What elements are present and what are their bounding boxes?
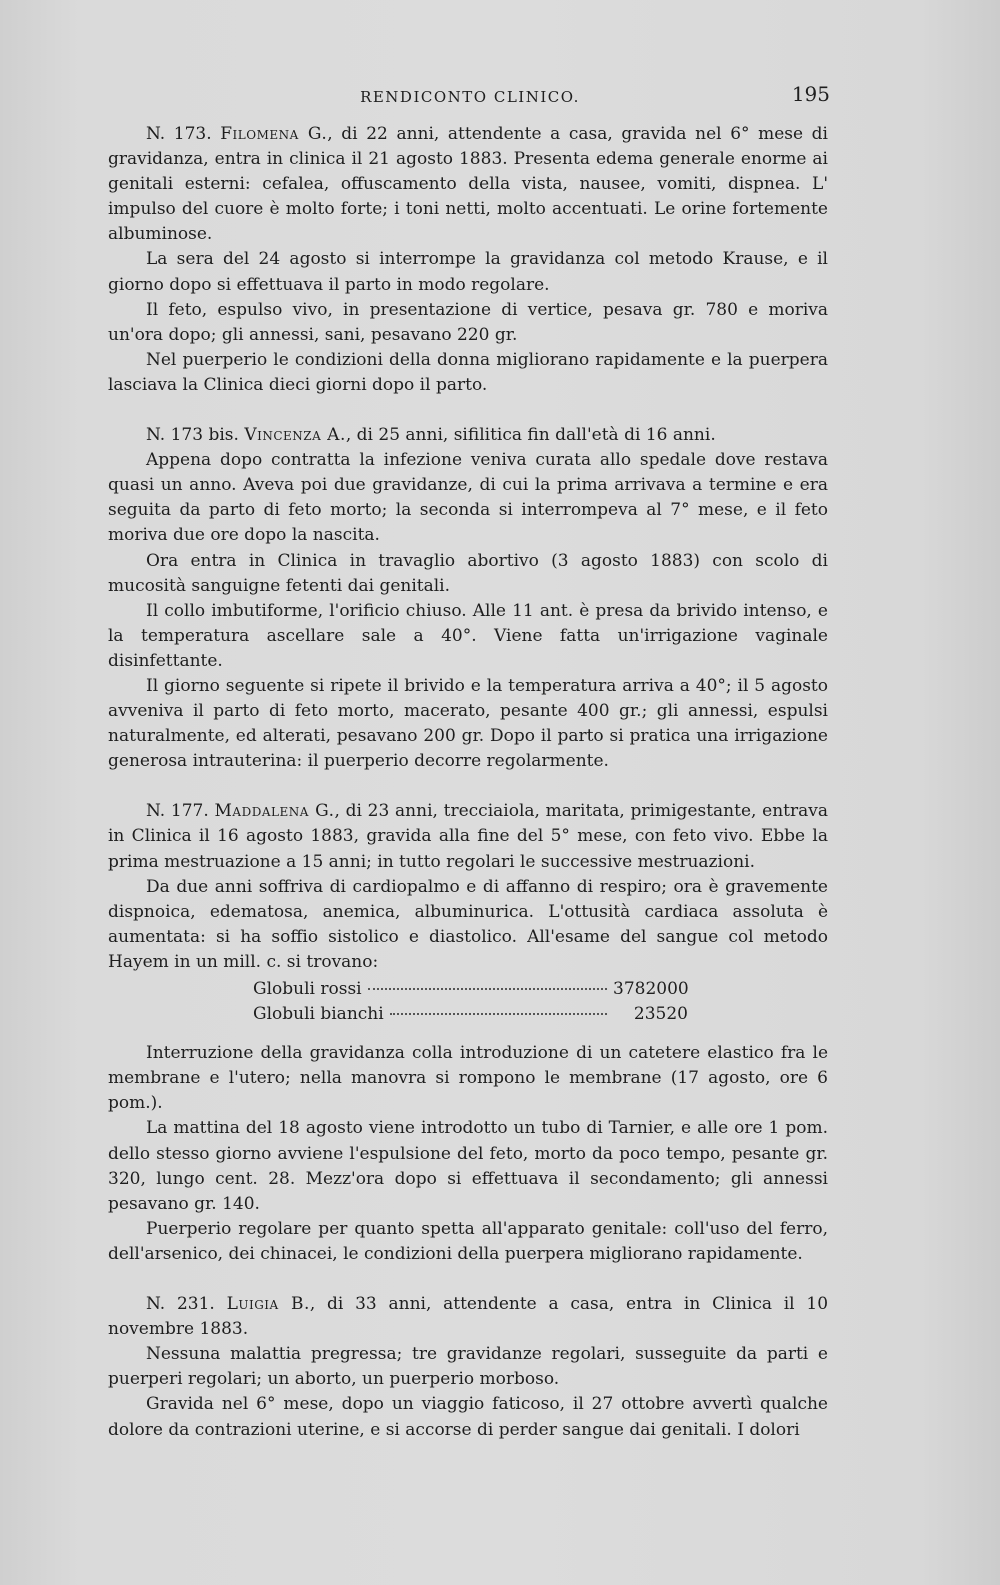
running-head: RENDICONTO CLINICO. — [360, 88, 580, 106]
paragraph-text: , di 23 anni, trecciaiola, maritata, primigestante, entrava in Clinica il 16 agosto 1883, gravida alla fine del 5° mese, con feto vivo. Ebbe la prima mestruazione a 15 anni; in tutto regolari le successive mestruazioni. — [108, 801, 828, 872]
patient-name: Maddalena G. — [214, 801, 335, 822]
blood-label: Globuli bianchi — [253, 1004, 384, 1025]
paragraph: Nessuna malattia pregressa; tre gravidanze regolari, susseguite da parti e puerperi regolari; un aborto, un puerperio morboso. — [108, 1344, 828, 1390]
paragraph: Puerperio regolare per quanto spetta all'apparato genitale: coll'uso del ferro, dell'arsenico, dei chinacei, le condizioni della puerpera migliorano rapidamente. — [108, 1218, 828, 1264]
paragraph: La mattina del 18 agosto viene introdotto un tubo di Tarnier, e alle ore 1 pom. dello stesso giorno avviene l'espulsione del feto, morto da poco tempo, pesante gr. 320, lungo cent. 28. Mezz'ora dopo si effettuava il secondamento; gli annessi pesavano gr. 140. — [108, 1118, 828, 1214]
case-177-intro — [108, 799, 828, 874]
case-number: N. 231. — [146, 1294, 215, 1315]
case-number: N. 177. — [146, 801, 209, 822]
patient-name: Luigia B. — [226, 1294, 310, 1315]
body-text — [108, 122, 828, 1443]
paragraph: Ora entra in Clinica in travaglio abortivo (3 agosto 1883) con scolo di mucosità sanguigne fetenti dai genitali. — [108, 550, 828, 596]
patient-name: Filomena G. — [220, 124, 328, 144]
case-173-bis-intro — [108, 423, 828, 448]
paragraph-text: , di 22 anni, attendente a casa, gravida nel 6° mese di gravidanza, entra in clinica il 21 agosto 1883. Presenta edema generale enorme ai genitali esterni: cefalea, offuscamento della vista, nausee, vomiti, dispnea. L' impulso del cuore è molto forte; i toni netti, molto accentuati. Le orine fortemente albuminose. — [108, 124, 828, 245]
case-number: N. 173. — [146, 124, 212, 144]
paragraph: Nel puerperio le condizioni della donna migliorano rapidamente e la puerpera lasciava la Clinica dieci giorni dopo il parto. — [108, 349, 828, 395]
blood-label: Globuli rossi — [253, 979, 362, 999]
paragraph: Il giorno seguente si ripete il brivido e la temperatura arriva a 40°; il 5 agosto avveniva il parto di feto morto, macerato, pesante 400 gr.; gli annessi, espulsi naturalmente, ed alterati, pesavano 200 gr. Dopo il parto si pratica una irrigazione generosa intrauterina: il puerperio decorre regolarmente. — [108, 675, 828, 772]
blood-count-table — [253, 977, 688, 1027]
page-header — [110, 82, 830, 118]
paragraph: Interruzione della gravidanza colla introduzione di un catetere elastico fra le membrane e l'utero; nella manovra si rompono le membrane (17 agosto, ore 6 pom.). — [108, 1043, 828, 1114]
case-173-intro — [108, 122, 828, 247]
blood-value: 3782000 — [613, 979, 689, 999]
paragraph: La sera del 24 agosto si interrompe la gravidanza col metodo Krause, e il giorno dopo si effettuava il parto in modo regolare. — [108, 249, 828, 295]
blood-row-red — [253, 977, 688, 1002]
paragraph: Gravida nel 6° mese, dopo un viaggio faticoso, il 27 ottobre avvertì qualche dolore da contrazioni uterine, e si accorse di perder sangue dai genitali. I dolori — [108, 1394, 828, 1440]
paragraph: Appena dopo contratta la infezione veniva curata allo spedale dove restava quasi un anno. Aveva poi due gravidanze, di cui la prima arrivava a termine e era seguita da parto di feto morto; la seconda si interrompeva al 7° mese, e il feto moriva due ore dopo la nascita. — [108, 450, 828, 546]
leader-dots — [390, 1013, 607, 1015]
paragraph-text: , di 33 anni, attendente a casa, entra in Clinica il 10 novembre 1883. — [108, 1294, 829, 1340]
case-number: N. 173 bis. — [146, 425, 239, 446]
blood-value: 23520 — [633, 1004, 688, 1025]
case-231-intro — [108, 1292, 828, 1342]
leader-dots — [368, 988, 607, 990]
blood-row-white — [253, 1002, 688, 1027]
paragraph: Il collo imbutiforme, l'orificio chiuso. Alle 11 ant. è presa da brivido intenso, e la temperatura ascellare sale a 40°. Viene fatta un'irrigazione vaginale disinfettante. — [108, 600, 828, 671]
paragraph: Il feto, espulso vivo, in presentazione di vertice, pesava gr. 780 e moriva un'ora dopo; gli annessi, sani, pesavano 220 gr. — [108, 299, 828, 345]
page-number: 195 — [791, 82, 830, 106]
paragraph: Da due anni soffriva di cardiopalmo e di affanno di respiro; ora è gravemente dispnoica, edematosa, anemica, albuminurica. L'ottusità cardiaca assoluta è aumentata: si ha soffio sistolico e diastolico. All'esame del sangue col metodo Hayem in un mill. c. si trovano: — [108, 876, 828, 972]
patient-name: Vincenza A. — [244, 425, 346, 446]
paragraph-text: , di 25 anni, sifilitica fin dall'età di 16 anni. — [345, 425, 716, 446]
